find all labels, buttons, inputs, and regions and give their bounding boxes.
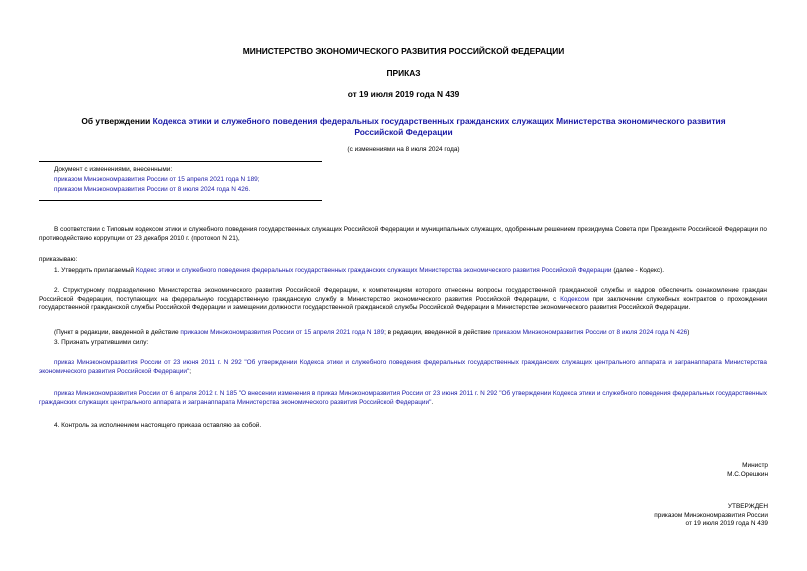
amendments-note: (с изменениями на 8 июля 2024 года) [347, 146, 460, 153]
change-link-2021[interactable]: приказом Минэкономразвития России от 15 апреля 2021 года N 189; [54, 176, 260, 183]
code-link-p1[interactable]: Кодекс этики и служебного поведения федеральных государственных гражданских служащих Министерства экономического развития Российской Федерации [135, 267, 612, 274]
changes-label: Документ с изменениями, внесенными: [54, 166, 173, 173]
signer-name: М.С.Орешкин [727, 470, 768, 478]
p2-text-end: при заключении служебных контрактов о прохождении государственной гражданской службы Российской Федерации и замещении должности государственной гражданской службы Российской Федерации в Министерстве экономического развития Российской Федерации. [39, 295, 767, 312]
code-link-p2[interactable]: Кодексом [560, 295, 589, 303]
change-link-2024[interactable]: приказом Минэкономразвития России от 8 июля 2024 года N 426. [54, 186, 251, 193]
changes-top-rule [39, 161, 322, 162]
code-link-title[interactable]: Кодекса этики и служебного поведения федеральных государственных гражданских служащих Министерства экономического развития [152, 116, 726, 126]
paragraph-4: 4. Контроль за исполнением настоящего приказа оставляю за собой. [54, 422, 262, 429]
note-link-2021[interactable]: приказом Минэкономразвития России от 15 апреля 2021 года N 189 [180, 329, 385, 336]
signature-block [727, 462, 768, 479]
repealed-link-2012[interactable]: приказ Минэкономразвития России от 6 апреля 2012 г. N 185 "О внесении изменения в приказ Минэкономразвития России от 23 июня 2011 г. N 292 "Об утверждении Кодекса этики и служебного поведения федеральных государственных гражданских служащих центрального аппарата и загранаппарата Министерства экономического развития Российской Федерации" [39, 390, 767, 406]
paragraph-1 [54, 267, 767, 276]
p2-note-text-mid: ; в редакции, введенной в действие [384, 329, 493, 336]
doc-type: ПРИКАЗ [386, 68, 421, 78]
repealed-item-1-end: ; [189, 367, 192, 375]
p2-note-text: (Пункт в редакции, введенной в действие [54, 329, 181, 336]
approval-line-2: от 19 июля 2019 года N 439 [685, 520, 768, 528]
doc-date-number: от 19 июля 2019 года N 439 [347, 89, 460, 99]
paragraph-3: 3. Признать утратившими силу: [54, 339, 149, 346]
changes-box [54, 165, 324, 195]
repealed-item-1 [39, 359, 767, 376]
paragraph-2-note [54, 329, 767, 338]
document-title [40, 116, 767, 138]
title-prefix: Об утверждении [81, 116, 153, 126]
paragraph-2 [39, 287, 767, 313]
order-word: приказываю: [39, 256, 78, 263]
p1-text-end: (далее - Кодекс). [611, 267, 665, 274]
signer-position: Министр [742, 462, 768, 469]
p1-text: 1. Утвердить прилагаемый [54, 267, 136, 274]
ministry-heading: МИНИСТЕРСТВО ЭКОНОМИЧЕСКОГО РАЗВИТИЯ РОССИЙСКОЙ ФЕДЕРАЦИИ [242, 46, 565, 56]
code-link-title-cont[interactable]: Российской Федерации [354, 127, 453, 137]
note-link-2024[interactable]: приказом Минэкономразвития России от 8 июля 2024 года N 426 [492, 329, 688, 336]
p2-note-text-end: ) [687, 329, 690, 336]
p2-text: 2. Структурному подразделению Министерства экономического развития Российской Федерации, к компетенциям которого отнесены вопросы государственной гражданской службы и кадров обеспечить ознакомление граждан Российской Федерации, поступающих на федеральную государственную гражданскую службу в Министерство экономического развития Российской Федерации, с [39, 287, 767, 303]
repealed-item-2-end: . [431, 398, 434, 406]
preamble: В соответствии с Типовым кодексом этики и служебного поведения государственных служащих Российской Федерации и муниципальных служащих, одобренным решением президиума Совета при Президенте Российской Федерации по противодействию коррупции от 23 декабря 2010 г. (протокол N 21), [39, 226, 767, 242]
approval-label: УТВЕРЖДЕН [727, 503, 768, 510]
approval-line-1: приказом Минэкономразвития России [654, 511, 768, 519]
repealed-link-2011[interactable]: приказ Минэкономразвития России от 23 июня 2011 г. N 292 "Об утверждении Кодекса этики и служебного поведения федеральных государственных гражданских служащих центрального аппарата и загранаппарата Министерства экономического развития Российской Федерации" [39, 359, 767, 375]
repealed-item-2 [39, 390, 767, 407]
approval-block [654, 503, 768, 529]
changes-bottom-rule [39, 200, 322, 201]
